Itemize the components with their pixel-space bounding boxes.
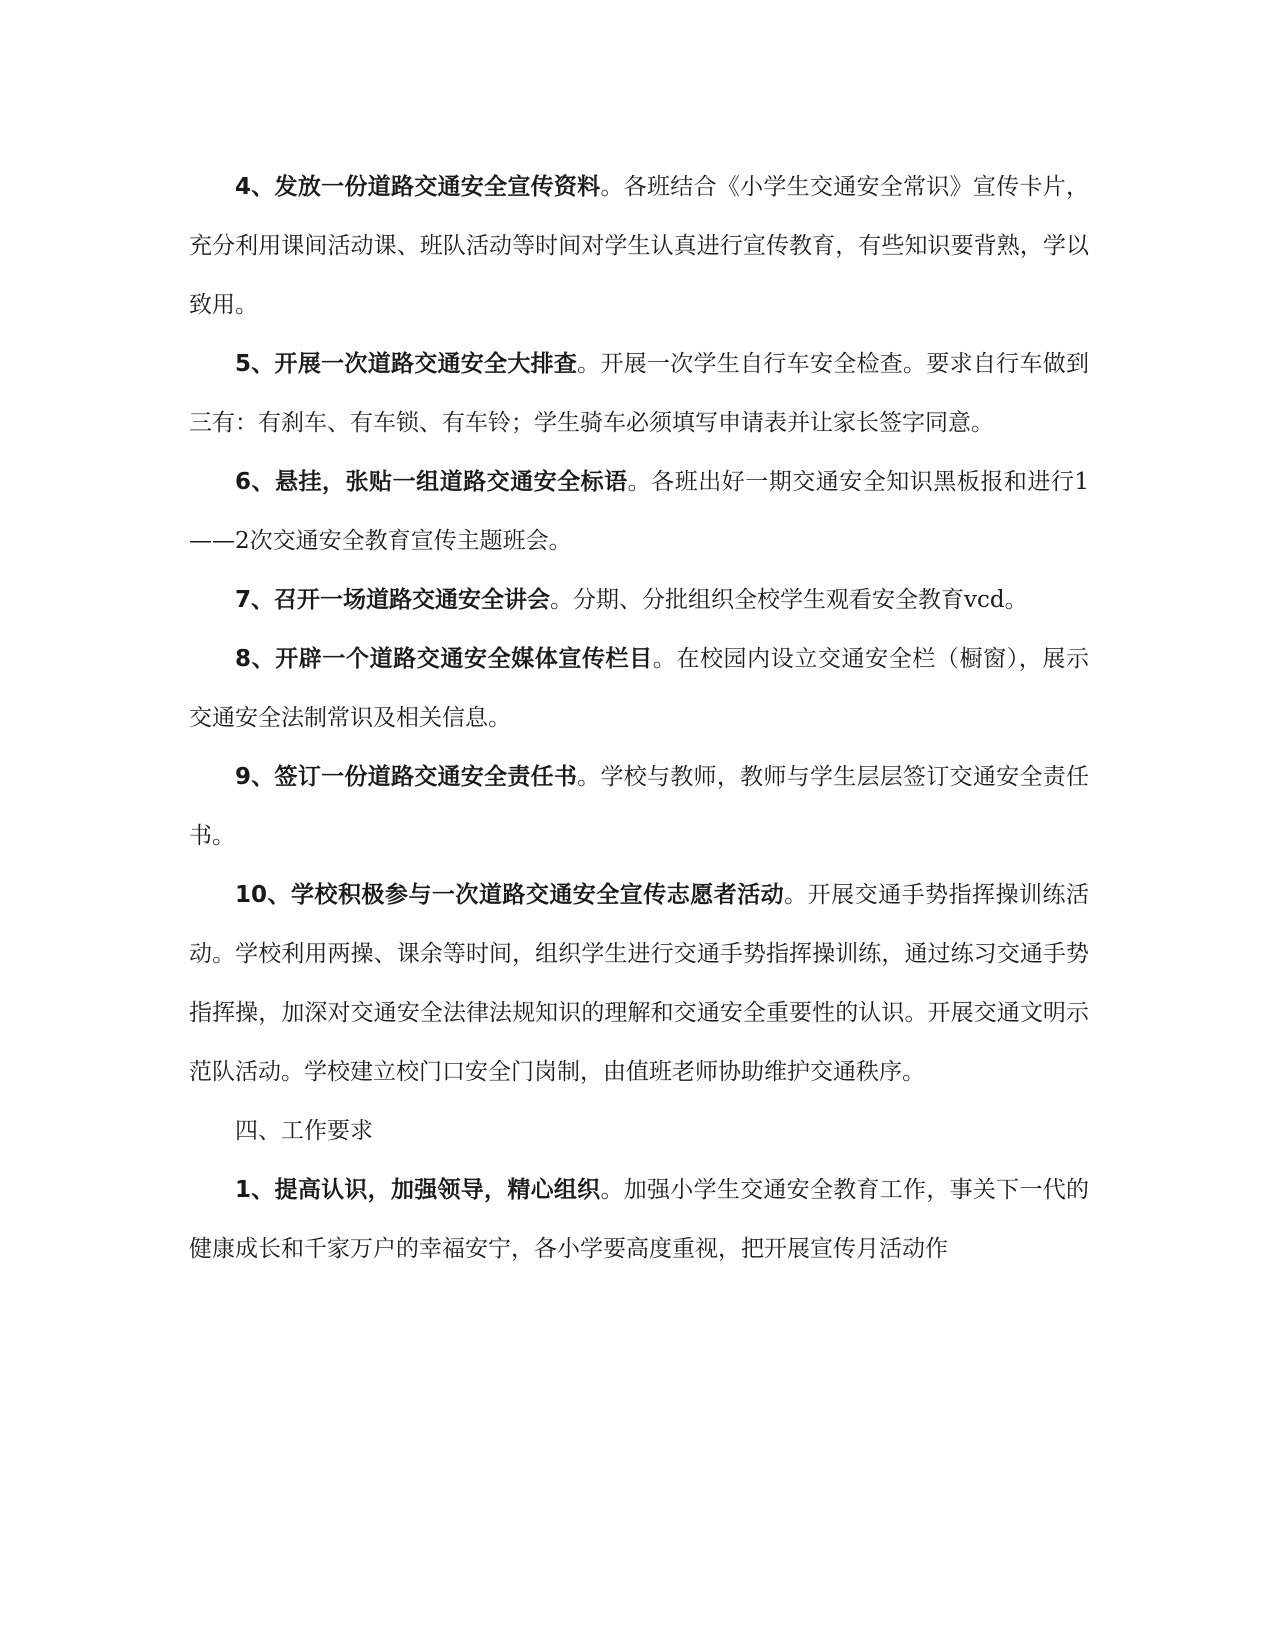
paragraph-heading: 8、开辟一个道路交通安全媒体宣传栏目 xyxy=(235,646,653,672)
paragraph-text: 。学校与教师，教师与学生层层签订交通安全责任书。 xyxy=(189,764,1089,849)
paragraph-heading: 4、发放一份道路交通安全宣传资料 xyxy=(235,174,601,200)
paragraph-heading: 5、开展一次道路交通安全大排查 xyxy=(235,351,578,377)
paragraph-text: 。分期、分批组织全校学生观看安全教育vcd。 xyxy=(550,587,1028,613)
paragraph-item-10 xyxy=(189,866,1089,1102)
paragraph-item-5 xyxy=(189,335,1089,453)
paragraph-text: 。在校园内设立交通安全栏（橱窗），展示交通安全法制常识及相关信息。 xyxy=(189,646,1089,731)
paragraph-item-8 xyxy=(189,630,1089,748)
paragraph-item-9 xyxy=(189,748,1089,866)
paragraph-heading: 1、提高认识，加强领导，精心组织 xyxy=(235,1177,601,1203)
section-heading-work-requirements xyxy=(189,1102,1089,1161)
paragraph-heading: 10、学校积极参与一次道路交通安全宣传志愿者活动 xyxy=(235,882,785,908)
paragraph-item-7 xyxy=(189,571,1089,630)
paragraph-text: 。加强小学生交通安全教育工作，事关下一代的健康成长和千家万户的幸福安宁，各小学要高度重视，把开展宣传月活动作 xyxy=(189,1177,1089,1262)
paragraph-text: 。开展交通手势指挥操训练活动。学校利用两操、课余等时间，组织学生进行交通手势指挥操训练，通过练习交通手势指挥操，加深对交通安全法律法规知识的理解和交通安全重要性的认识。开展交通文明示范队活动。学校建立校门口安全门岗制，由值班老师协助维护交通秩序。 xyxy=(189,882,1089,1085)
paragraph-heading: 6、悬挂，张贴一组道路交通安全标语 xyxy=(235,469,628,495)
document-body xyxy=(189,158,1089,1279)
paragraph-requirement-1 xyxy=(189,1161,1089,1279)
paragraph-item-4 xyxy=(189,158,1089,335)
paragraph-item-6 xyxy=(189,453,1089,571)
paragraph-heading: 9、签订一份道路交通安全责任书 xyxy=(235,764,578,790)
paragraph-text: 四、工作要求 xyxy=(235,1118,373,1144)
paragraph-text: 。各班出好一期交通安全知识黑板报和进行1——2次交通安全教育宣传主题班会。 xyxy=(189,469,1089,554)
paragraph-heading: 7、召开一场道路交通安全讲会 xyxy=(235,587,551,613)
paragraph-text: 。各班结合《小学生交通安全常识》宣传卡片，充分利用课间活动课、班队活动等时间对学生认真进行宣传教育，有些知识要背熟，学以致用。 xyxy=(189,174,1089,318)
paragraph-text: 。开展一次学生自行车安全检查。要求自行车做到三有：有刹车、有车锁、有车铃；学生骑车必须填写申请表并让家长签字同意。 xyxy=(189,351,1089,436)
